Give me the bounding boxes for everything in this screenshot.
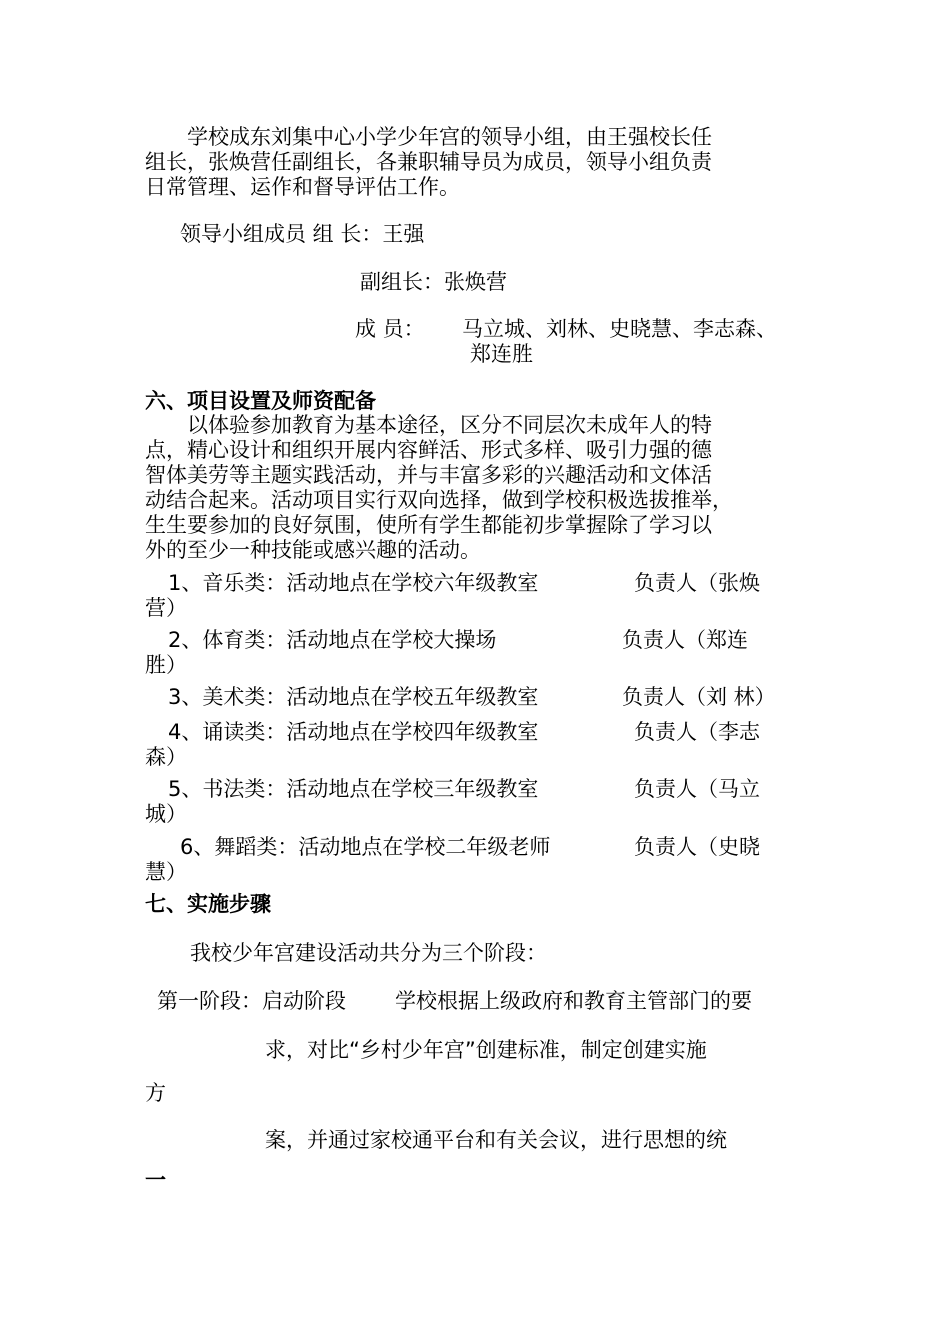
activity-item-responsible: 负责人（马立 [634,777,760,801]
activity-item-responsible-cont: 慧） [145,860,187,884]
activity-item-responsible: 负责人（郑连 [622,628,748,652]
activity-item-text: 5、书法类：活动地点在学校三年级教室 [168,777,539,801]
activity-item-text: 6、舞蹈类：活动地点在学校二年级老师 [180,835,551,859]
leadership-para-line: 学校成东刘集中心小学少年宫的领导小组，由王强校长任 [145,125,712,149]
activity-item-responsible-cont: 森） [145,745,187,769]
activity-item-text: 2、体育类：活动地点在学校大操场 [168,628,497,652]
section-7-heading: 七、实施步骤 [145,892,271,916]
stage-1-line-wrap: 一 [145,1168,166,1192]
leadership-members-names: 马立城、刘林、史晓慧、李志森、 [462,317,777,341]
stage-1-line: 案，并通过家校通平台和有关会议，进行思想的统 [265,1128,727,1152]
leadership-para-line: 组长，张焕营任副组长，各兼职辅导员为成员，领导小组负责 [145,150,712,174]
section-6-para-line: 智体美劳等主题实践活动，并与丰富多彩的兴趣活动和文体活 [145,463,712,487]
section-6-para-line: 动结合起来。活动项目实行双向选择，做到学校积极选拔推举， [145,488,733,512]
activity-item-responsible-cont: 营） [145,596,187,620]
activity-item-responsible: 负责人（李志 [634,720,760,744]
leadership-members-line: 领导小组成员 组 长：王强 [180,222,425,246]
activity-item-responsible: 负责人（刘 林） [622,685,776,709]
activity-item-text: 3、美术类：活动地点在学校五年级教室 [168,685,539,709]
leadership-deputy-line: 副组长：张焕营 [360,270,507,294]
leadership-members-names-cont: 郑连胜 [470,342,533,366]
stage-1-line: 求，对比“乡村少年宫”创建标准，制定创建实施 [265,1038,707,1062]
leadership-para-line: 日常管理、运作和督导评估工作。 [145,175,460,199]
section-7-intro: 我校少年宫建设活动共分为三个阶段： [190,941,547,965]
activity-item-responsible: 负责人（张焕 [634,571,760,595]
section-6-para-line: 点，精心设计和组织开展内容鲜活、形式多样、吸引力强的德 [145,438,712,462]
stage-1-line-wrap: 方 [145,1081,166,1105]
leadership-members-label: 成 员： [355,317,425,341]
activity-item-text: 4、诵读类：活动地点在学校四年级教室 [168,720,539,744]
section-6-para-line: 以体验参加教育为基本途径，区分不同层次未成年人的特 [145,413,712,437]
activity-item-responsible: 负责人（史晓 [634,835,760,859]
section-6-para-line: 生生要参加的良好氛围，使所有学生都能初步掌握除了学习以 [145,513,712,537]
activity-item-responsible-cont: 胜） [145,653,187,677]
section-6-para-line: 外的至少一种技能或感兴趣的活动。 [145,538,481,562]
section-6-heading: 六、项目设置及师资配备 [145,389,376,413]
stage-1-label: 第一阶段：启动阶段 [157,989,346,1013]
activity-item-responsible-cont: 城） [145,802,187,826]
stage-1-line: 学校根据上级政府和教育主管部门的要 [395,989,752,1013]
activity-item-text: 1、音乐类：活动地点在学校六年级教室 [168,571,539,595]
